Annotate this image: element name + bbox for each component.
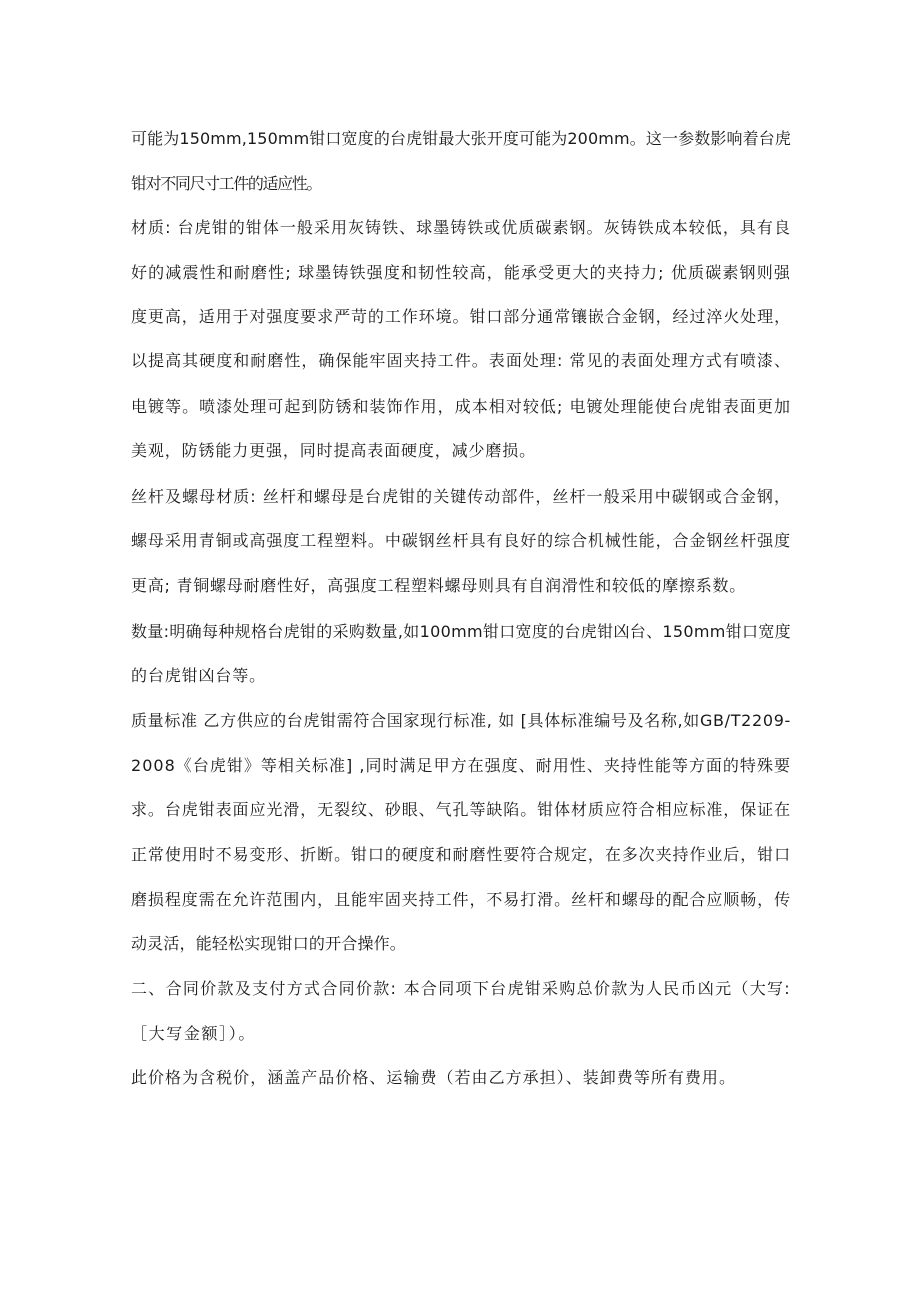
text-line: ［大写金额］）。 xyxy=(131,1024,256,1043)
text-line: 二、合同价款及支付方式合同价款: 本合同项下台虎钳采购总价款为人民币凶元（大写: xyxy=(131,979,791,998)
text-line: 正常使用时不易变形、折断。钳口的硬度和耐磨性要符合规定，在多次夹持作业后，钳口 xyxy=(131,845,791,864)
text-line: 丝杆及螺母材质: 丝杆和螺母是台虎钳的关键传动部件，丝杆一般采用中碳钢或合金钢， xyxy=(131,487,791,506)
text-line: 质量标准 乙方供应的台虎钳需符合国家现行标准, 如 [具体标准编号及名称,如GB/T2209- xyxy=(131,711,791,730)
text-line: 材质: 台虎钳的钳体一般采用灰铸铁、球墨铸铁或优质碳素钢。灰铸铁成本较低，具有良 xyxy=(131,218,791,237)
text-line: 度更高，适用于对强度要求严苛的工作环境。钳口部分通常镶嵌合金钢，经过淬火处理， xyxy=(131,307,791,326)
text-line: 数量:明确每种规格台虎钳的采购数量,如100mm钳口宽度的台虎钳凶台、150mm钳口宽度 xyxy=(131,622,791,641)
text-line: 钳对不同尺寸工件的适应性。 xyxy=(131,174,321,193)
text-line: 的台虎钳凶台等。 xyxy=(131,666,266,685)
text-line: 磨损程度需在允许范围内，且能牢固夹持工件，不易打滑。丝杆和螺母的配合应顺畅，传 xyxy=(131,890,791,909)
text-line: 美观，防锈能力更强，同时提高表面硬度，减少磨损。 xyxy=(131,441,536,460)
text-line: 螺母采用青铜或高强度工程塑料。中碳钢丝杆具有良好的综合机械性能，合金钢丝杆强度 xyxy=(131,531,791,550)
text-line: 更高; 青铜螺母耐磨性好，高强度工程塑料螺母则具有自润滑性和较低的摩擦系数。 xyxy=(131,576,746,595)
text-line: 此价格为含税价，涵盖产品价格、运输费（若由乙方承担）、装卸费等所有费用。 xyxy=(131,1068,736,1087)
text-line: 动灵活，能轻松实现钳口的开合操作。 xyxy=(131,934,406,953)
text-line: 电镀等。喷漆处理可起到防锈和装饰作用，成本相对较低; 电镀处理能使台虎钳表面更加 xyxy=(131,397,791,416)
text-line: 求。台虎钳表面应光滑，无裂纹、砂眼、气孔等缺陷。钳体材质应符合相应标准，保证在 xyxy=(131,800,791,819)
text-line: 以提高其硬度和耐磨性，确保能牢固夹持工件。表面处理: 常见的表面处理方式有喷漆、 xyxy=(131,351,791,370)
text-line: 好的减震性和耐磨性; 球墨铸铁强度和韧性较高，能承受更大的夹持力; 优质碳素钢则强 xyxy=(131,263,791,282)
text-line: 2008《台虎钳》等相关标准] ,同时满足甲方在强度、耐用性、夹持性能等方面的特殊要 xyxy=(131,756,791,775)
text-line: 可能为150mm,150mm钳口宽度的台虎钳最大张开度可能为200mm。这一参数影响着台虎 xyxy=(131,129,791,148)
